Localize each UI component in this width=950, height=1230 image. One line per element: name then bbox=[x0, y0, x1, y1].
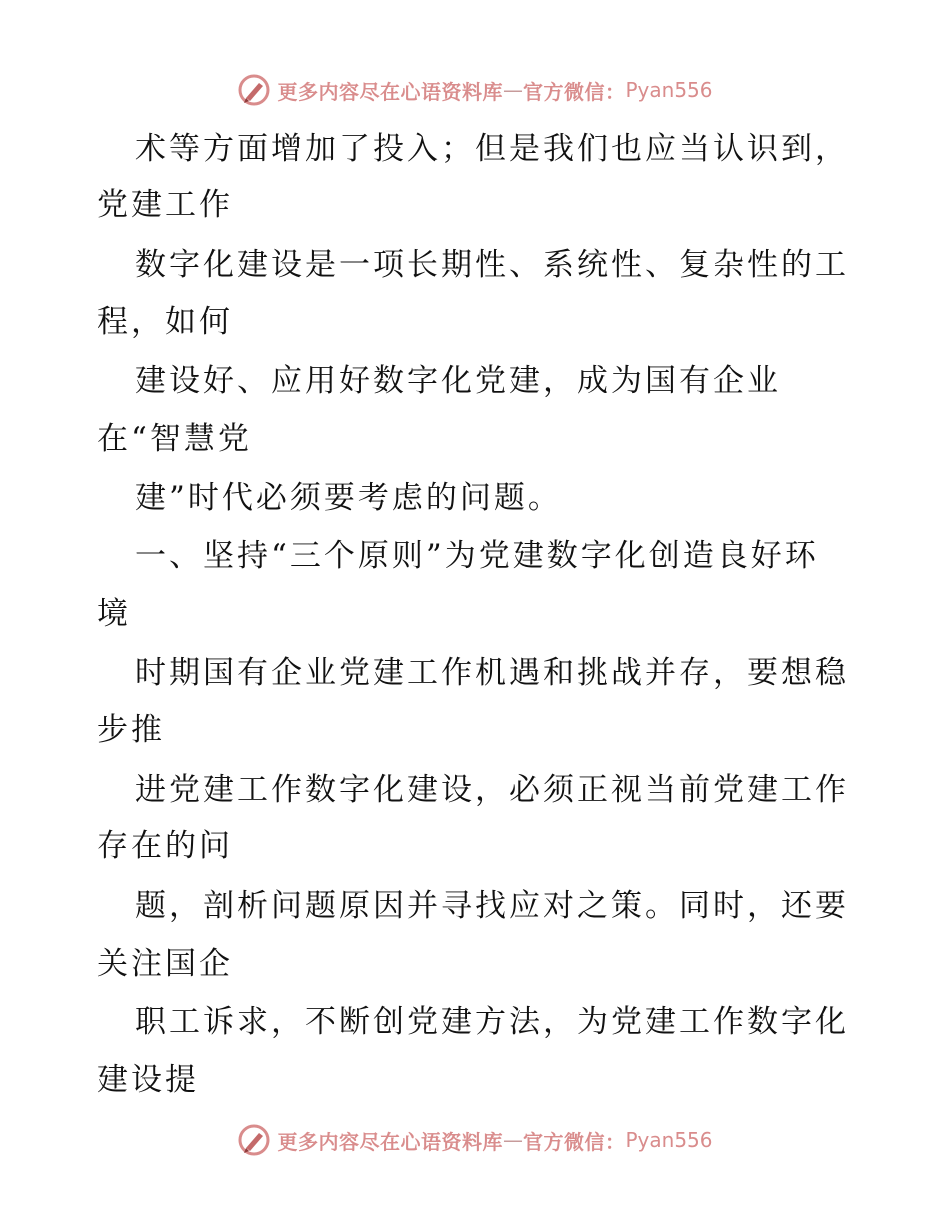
text-line: 数字化建设是一项长期性、系统性、复杂性的工 bbox=[135, 247, 849, 283]
footer-watermark bbox=[0, 1120, 950, 1160]
watermark-separator: — bbox=[502, 78, 523, 102]
text-line: 进党建工作数字化建设，必须正视当前党建工作 bbox=[135, 772, 849, 808]
text-line: 境 bbox=[97, 596, 131, 632]
watermark-text: 更多内容尽在心语资料库 bbox=[277, 79, 503, 104]
text-line: 时期国有企业党建工作机遇和挑战并存，要想稳 bbox=[135, 655, 849, 691]
text-line: 建”时代必须要考虑的问题。 bbox=[135, 480, 562, 516]
text-line: 关注国企 bbox=[97, 946, 233, 982]
text-line: 程，如何 bbox=[97, 304, 233, 340]
watermark-id: Pyan556 bbox=[625, 1128, 713, 1152]
watermark-text: 更多内容尽在心语资料库 bbox=[277, 1129, 503, 1154]
text-line: 术等方面增加了投入；但是我们也应当认识到， bbox=[135, 131, 849, 167]
watermark-label: 官方微信： bbox=[522, 79, 626, 104]
text-line: 一、坚持“三个原则”为党建数字化创造良好环 bbox=[135, 538, 819, 574]
text-line: 职工诉求，不断创党建方法，为党建工作数字化 bbox=[135, 1004, 849, 1040]
header-watermark bbox=[0, 70, 950, 110]
text-line: 题，剖析问题原因并寻找应对之策。同时，还要 bbox=[135, 888, 849, 924]
text-line: 党建工作 bbox=[97, 187, 233, 223]
text-line: 存在的问 bbox=[97, 828, 233, 864]
pen-logo-icon bbox=[237, 73, 271, 107]
watermark-id: Pyan556 bbox=[625, 78, 713, 102]
text-line: 建设提 bbox=[97, 1062, 199, 1098]
text-line: 在“智慧党 bbox=[97, 421, 252, 457]
text-line: 建设好、应用好数字化党建，成为国有企业 bbox=[135, 363, 781, 399]
watermark-label: 官方微信： bbox=[522, 1129, 626, 1154]
text-line: 步推 bbox=[97, 712, 165, 748]
pen-logo-icon bbox=[237, 1123, 271, 1157]
watermark-separator: — bbox=[502, 1128, 523, 1152]
